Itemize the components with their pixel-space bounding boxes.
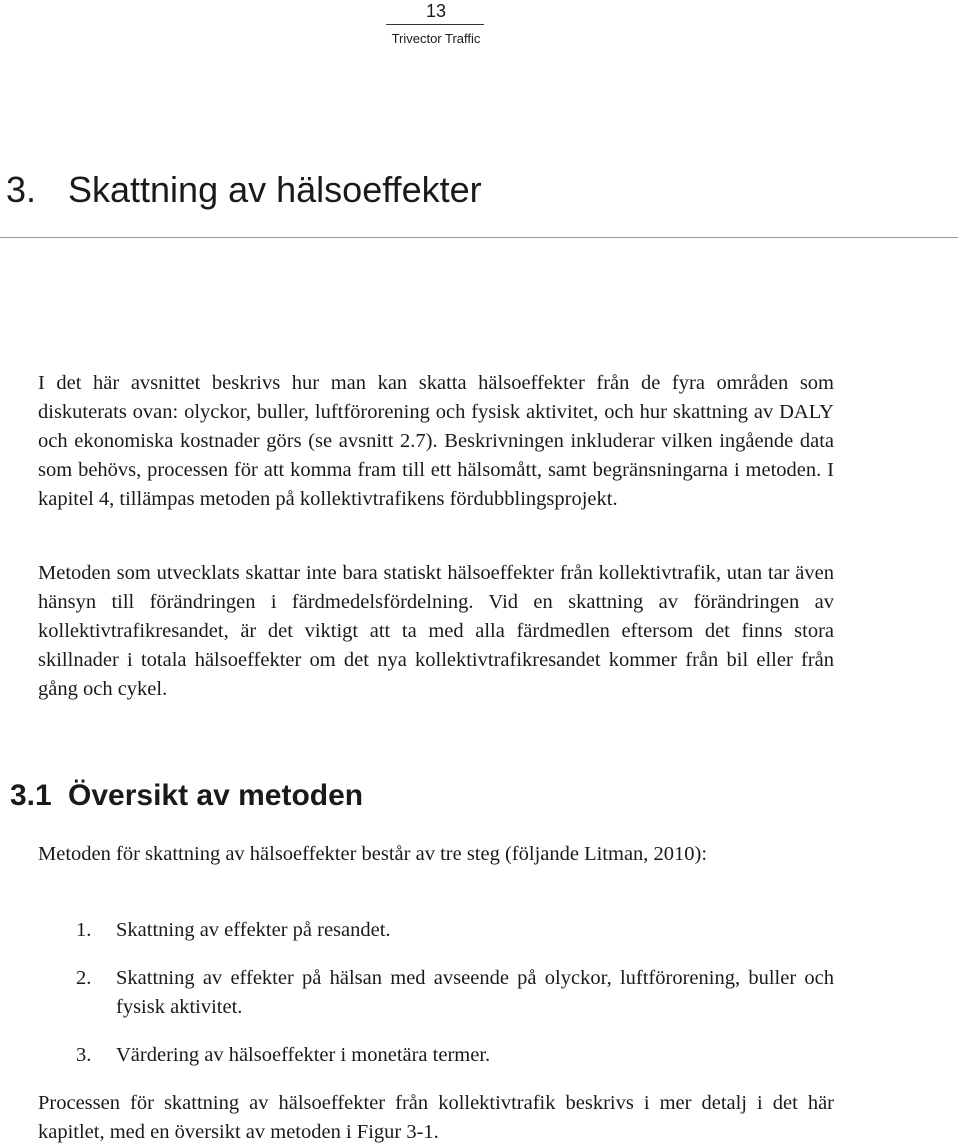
intro-paragraph: I det här avsnittet beskrivs hur man kan skatta hälsoeffekter från de fyra områden som diskuterats ovan: olyckor, buller, luftförorening och fysisk aktivitet, och hur skattning av DALY och ekonomiska kostnader görs (se avsnitt 2.7). Beskrivningen inkluderar vilken ingående data som behövs, processen för att komma fram till ett hälsomått, samt begränsningarna i metoden. I kapitel 4, tillämpas metoden på kollektivtrafikens fördubblingsprojekt. [38,372,834,510]
section-title-text: Översikt av metoden [68,779,364,812]
header-divider [386,24,484,25]
chapter-title-divider [0,237,958,238]
method-steps-list [38,916,834,1089]
closing-paragraph: Processen för skattning av hälsoeffekter från kollektivtrafik beskrivs i mer detalj i det här kapitlet, med en översikt av metoden i Figur 3-1. [38,1092,834,1143]
chapter-title-text: Skattning av hälsoeffekter [68,169,482,210]
list-item-number: 2. [76,967,92,989]
list-item [38,916,834,945]
list-item-number: 3. [76,1044,92,1066]
section-number: 3.1 [10,779,52,812]
running-head: Trivector Traffic [391,31,481,46]
section-title [10,776,363,816]
chapter-title [6,168,482,212]
list-item [38,964,834,1022]
list-item-text: Skattning av effekter på resandet. [116,919,391,941]
chapter-number: 3. [6,169,37,210]
list-item-text: Skattning av effekter på hälsan med avseende på olyckor, luftförorening, buller och fysisk aktivitet. [116,967,834,1018]
method-paragraph: Metoden som utvecklats skattar inte bara statiskt hälsoeffekter från kollektivtrafik, utan tar även hänsyn till förändringen i färdmedelsfördelning. Vid en skattning av förändringen av kollektivtrafikresandet, är det viktigt att ta med alla färdmedlen eftersom det finns stora skillnader i totala hälsoeffekter om det nya kollektivtrafikresandet kommer från bil eller från gång och cykel. [38,562,834,700]
list-item [38,1041,834,1070]
list-item-text: Värdering av hälsoeffekter i monetära termer. [116,1044,491,1066]
section-intro-paragraph: Metoden för skattning av hälsoeffekter består av tre steg (följande Litman, 2010): [38,843,708,865]
page-number: 13 [425,1,447,21]
list-item-number: 1. [76,919,92,941]
